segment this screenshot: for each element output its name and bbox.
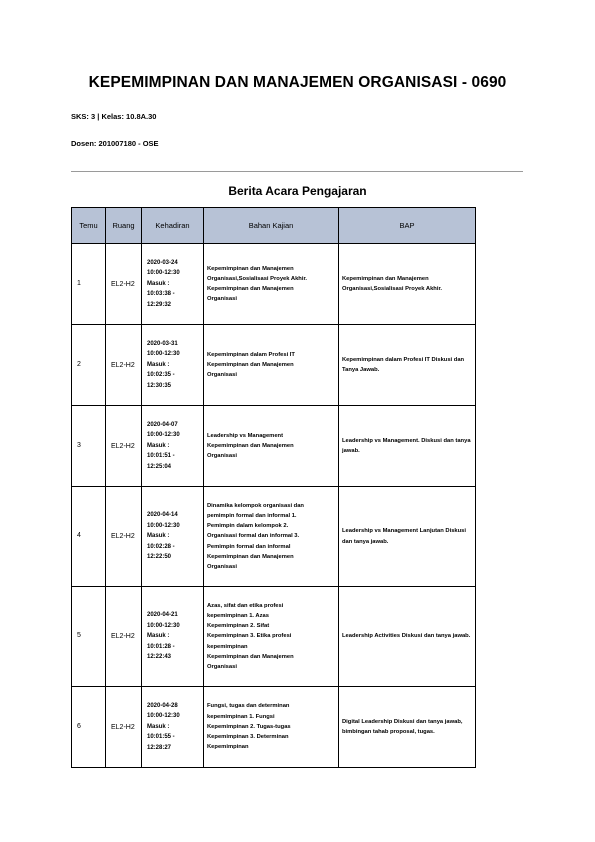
table-row [72, 587, 476, 687]
cell-bahan-kajian [204, 587, 339, 687]
bahan-kajian-line: Kepemimpinan dan Manajemen [207, 265, 294, 272]
kehadiran-line: 10:00-12:30 [147, 351, 180, 358]
kehadiran-line: Masuk : [147, 633, 170, 640]
bahan-kajian-line: Kepemimpinan 2. Sifat [207, 623, 270, 630]
kehadiran-line: 10:00-12:30 [147, 522, 180, 529]
bahan-kajian-line: Kepemimpinan dalam Profesi IT [207, 351, 295, 358]
cell-ruang: EL2-H2 [106, 487, 142, 587]
page-title: KEPEMIMPINAN DAN MANAJEMEN ORGANISASI - 0690 [88, 74, 507, 91]
kehadiran-line: 12:30:35 [147, 382, 172, 389]
cell-temu: 1 [72, 244, 106, 325]
bahan-kajian-line: Kepemimpinan dan Manajemen [207, 653, 294, 660]
bahan-kajian-line: Organisasi [207, 564, 237, 570]
kehadiran-line: 2020-04-28 [147, 702, 178, 709]
cell-bap [339, 325, 476, 406]
cell-temu: 5 [72, 587, 106, 687]
kehadiran-line: Masuk : [147, 280, 170, 287]
kehadiran-line: 12:25:04 [147, 463, 172, 470]
kehadiran-line: 10:01:51 - [147, 453, 175, 460]
table-header-row [72, 208, 476, 244]
bahan-kajian-line: Kepemimpinan dan Manajemen [207, 442, 294, 449]
kehadiran-line: 2020-03-24 [147, 259, 178, 266]
cell-bap [339, 487, 476, 587]
section-title: Berita Acara Pengajaran [228, 184, 367, 198]
bap-text: Leadership Activities Diskusi dan tanya jawab. [342, 633, 471, 640]
cell-kehadiran [142, 587, 204, 687]
kehadiran-line: 10:02:35 - [147, 372, 175, 379]
bahan-kajian-line: pemimpin formal dan informal 1. [207, 512, 297, 519]
dosen-info: Dosen: 201007180 - OSE [71, 139, 159, 148]
bahan-kajian-line: Kepemimpinan dan Manajemen [207, 286, 294, 292]
bahan-kajian-line: Organisasi [207, 296, 237, 303]
bahan-kajian-line: Kepemimpinan dan Manajemen [207, 553, 294, 560]
cell-bap [339, 244, 476, 325]
bap-table [71, 207, 476, 768]
kehadiran-line: 2020-03-31 [147, 340, 178, 347]
cell-kehadiran [142, 325, 204, 406]
kehadiran-line: 2020-04-14 [147, 512, 178, 519]
kehadiran-line: Masuk : [147, 442, 170, 449]
bahan-kajian-line: Organisasi [207, 664, 237, 670]
kehadiran-line: 10:03:38 - [147, 291, 175, 298]
bahan-kajian-line: Pemimpin formal dan informal [207, 543, 291, 550]
cell-kehadiran [142, 687, 204, 768]
header-kehadiran: Kehadiran [142, 208, 204, 244]
bahan-kajian-line: Organisasi [207, 372, 237, 379]
cell-bahan-kajian [204, 244, 339, 325]
kehadiran-line: Masuk : [147, 723, 170, 730]
cell-bahan-kajian [204, 325, 339, 406]
cell-ruang: EL2-H2 [106, 406, 142, 487]
kehadiran-line: 10:01:28 - [147, 643, 175, 650]
cell-kehadiran [142, 487, 204, 587]
bahan-kajian-line: Organisasi [207, 453, 237, 460]
cell-bahan-kajian [204, 406, 339, 487]
bahan-kajian-line: Kepemimpinan 3. Etika profesi [207, 633, 292, 640]
cell-bap [339, 587, 476, 687]
bap-text: Leadership vs Management. Diskusi dan tanya jawab. [342, 437, 471, 454]
sks-kelas-info: SKS: 3 | Kelas: 10.8A.30 [71, 112, 157, 121]
bap-text: Digital Leadership Diskusi dan tanya jawab, bimbingan tahab proposal, tugas. [342, 718, 463, 735]
bahan-kajian-line: kepemimpinan 1. Azas [207, 612, 269, 619]
cell-bahan-kajian [204, 687, 339, 768]
header-temu: Temu [72, 208, 106, 244]
kehadiran-line: 12:29:32 [147, 301, 172, 308]
kehadiran-line: 10:00-12:30 [147, 432, 180, 439]
table-row [72, 244, 476, 325]
cell-bahan-kajian [204, 487, 339, 587]
bahan-kajian-line: Leadership vs Management [207, 432, 284, 439]
kehadiran-line: 10:00-12:30 [147, 622, 180, 629]
cell-temu: 4 [72, 487, 106, 587]
bahan-kajian-line: Organisasi formal dan informal 3. [207, 533, 300, 540]
cell-ruang: EL2-H2 [106, 325, 142, 406]
cell-bap [339, 406, 476, 487]
cell-ruang: EL2-H2 [106, 587, 142, 687]
kehadiran-line: 10:02:28 - [147, 543, 175, 550]
kehadiran-line: Masuk : [147, 533, 170, 540]
bahan-kajian-line: Kepemimpinan 2. Tugas-tugas [207, 723, 291, 730]
kehadiran-line: 12:22:43 [147, 654, 172, 661]
bahan-kajian-line: kepemimpinan [207, 643, 248, 650]
kehadiran-line: 2020-04-07 [147, 421, 178, 428]
bahan-kajian-line: Fungsi, tugas dan determinan [207, 703, 290, 710]
cell-ruang: EL2-H2 [106, 687, 142, 768]
bahan-kajian-line: Kepemimpinan 3. Determinan [207, 734, 289, 741]
table-body [72, 244, 476, 768]
cell-kehadiran [142, 244, 204, 325]
cell-kehadiran [142, 406, 204, 487]
bap-text: Kepemimpinan dan Manajemen Organisasi,Sosialisasi Proyek Akhir. [342, 275, 442, 292]
header-ruang: Ruang [106, 208, 142, 244]
cell-ruang: EL2-H2 [106, 244, 142, 325]
kehadiran-line: 10:01:55 - [147, 734, 175, 741]
bap-text: Leadership vs Management Lanjutan Diskusi dan tanya jawab. [342, 528, 467, 545]
bahan-kajian-line: Kepemimpinan [207, 744, 249, 751]
bahan-kajian-line: Pemimpin dalam kelompok 2. [207, 523, 289, 530]
kehadiran-line: 2020-04-21 [147, 612, 178, 619]
table-row [72, 687, 476, 768]
cell-bap [339, 687, 476, 768]
table-row [72, 325, 476, 406]
cell-temu: 2 [72, 325, 106, 406]
kehadiran-line: 10:00-12:30 [147, 270, 180, 277]
header-bahan-kajian: Bahan Kajian [204, 208, 339, 244]
cell-temu: 6 [72, 687, 106, 768]
kehadiran-line: 12:28:27 [147, 744, 172, 751]
bahan-kajian-line: Dinamika kelompok organisasi dan [207, 502, 304, 509]
bahan-kajian-line: Organisasi,Sosialisasi Proyek Akhir. [207, 275, 307, 282]
bahan-kajian-line: Kepemimpinan dan Manajemen [207, 361, 294, 368]
header-divider [71, 171, 523, 172]
kehadiran-line: 12:22:50 [147, 554, 172, 561]
bahan-kajian-line: Azas, sifat dan etika profesi [207, 602, 284, 609]
bap-text: Kepemimpinan dalam Profesi IT Diskusi dan Tanya Jawab. [342, 356, 465, 373]
header-bap: BAP [339, 208, 476, 244]
kehadiran-line: Masuk : [147, 361, 170, 368]
cell-temu: 3 [72, 406, 106, 487]
bahan-kajian-line: kepemimpinan 1. Fungsi [207, 713, 275, 720]
table-row [72, 406, 476, 487]
kehadiran-line: 10:00-12:30 [147, 713, 180, 720]
table-row [72, 487, 476, 587]
